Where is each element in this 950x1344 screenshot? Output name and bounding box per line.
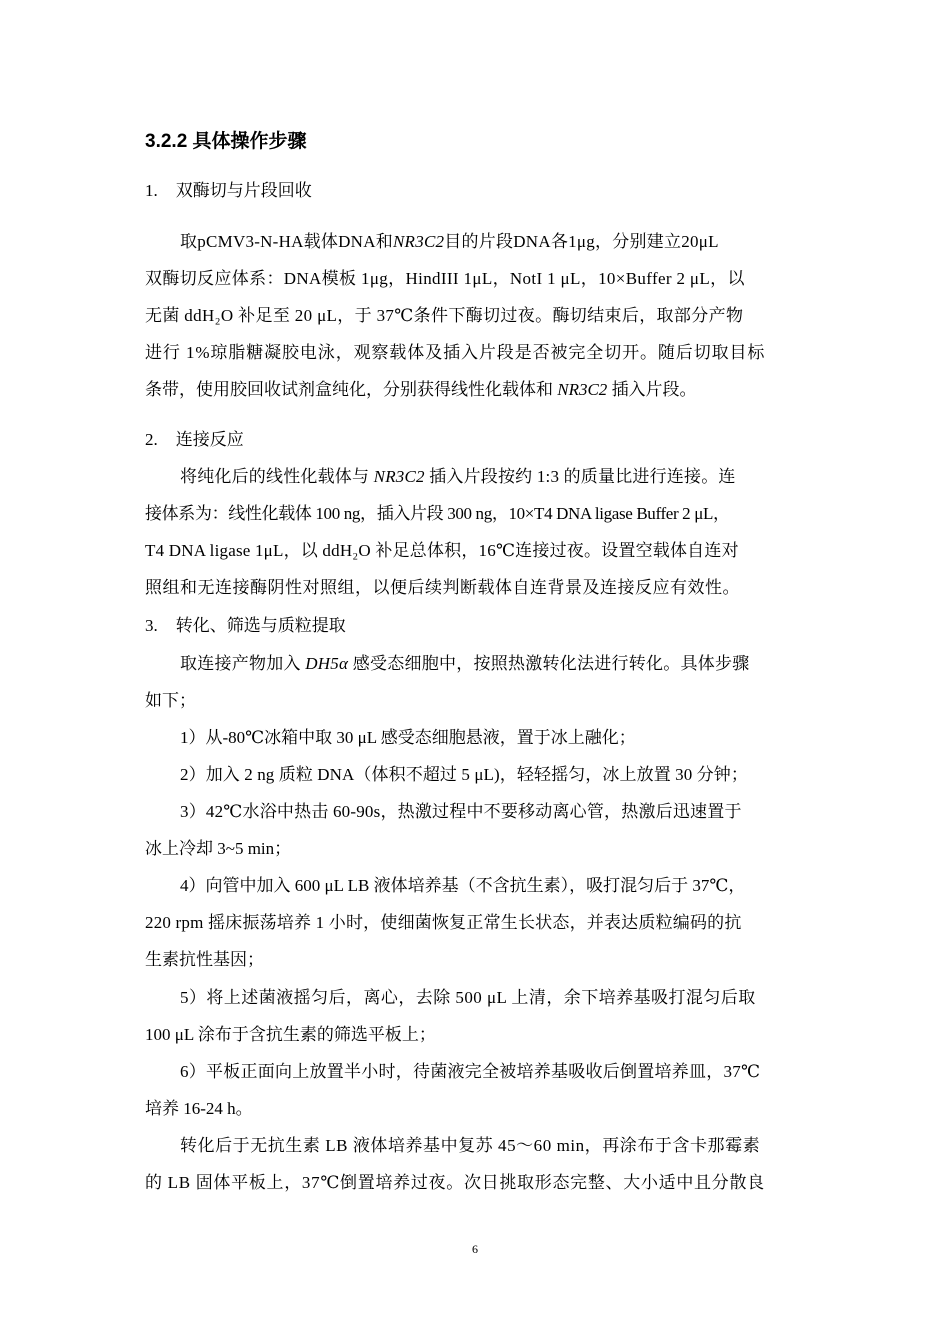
text-line: 照组和无连接酶阴性对照组，以便后续判断载体自连背景及连接反应有效性。: [145, 578, 740, 597]
step-number: 2.: [145, 430, 158, 449]
gene-name: NR3C2: [557, 380, 608, 399]
text-line: 100 μL 涂布于含抗生素的筛选平板上；: [145, 1025, 436, 1044]
step-title: 双酶切与片段回收: [175, 181, 312, 200]
step-number: 1.: [145, 181, 158, 200]
text-line: 转化后于无抗生素 LB 液体培养基中复苏 45～60 min，再涂布于含卡那霉素: [180, 1136, 761, 1155]
step-number: 3.: [145, 616, 158, 635]
step-title: 连接反应: [175, 430, 244, 449]
text-line: 生素抗性基因；: [145, 950, 264, 969]
text-line: 4）向管中加入 600 μL LB 液体培养基（不含抗生素），吸打混匀后于 37℃，: [180, 876, 746, 895]
text-line: T4 DNA ligase 1μL，以 ddH₂O 补足总体积，16℃连接过夜。设置空载体自连对: [145, 541, 739, 560]
text-line: 冰上冷却 3~5 min；: [145, 839, 292, 858]
strain-name: DH5α: [305, 654, 349, 673]
text-line: 双酶切反应体系：DNA模板 1μg，HindIII 1μL，NotI 1 μL，10×Buffer 2 μL，以: [145, 269, 745, 288]
section-heading: 3.2.2 具体操作步骤: [145, 131, 307, 152]
text-line: 2）加入 2 ng 质粒 DNA（体积不超过 5 μL)，轻轻摇匀，冰上放置 30 分钟；: [180, 765, 748, 784]
text-line: 条带，使用胶回收试剂盒纯化，分别获得线性化载体和 NR3C2 插入片段。: [145, 380, 697, 399]
text-line: 220 rpm 摇床振荡培养 1 小时，使细菌恢复正常生长状态，并表达质粒编码的抗: [145, 913, 742, 932]
step-heading: [145, 430, 244, 450]
text-line: 取pCMV3-N-HA载体DNA和NR3C2目的片段DNA各1μg，分别建立20μL: [180, 232, 719, 251]
text-line: 将纯化后的线性化载体与 NR3C2 插入片段按约 1:3 的质量比进行连接。连: [180, 467, 736, 486]
text-line: 的 LB 固体平板上，37℃倒置培养过夜。次日挑取形态完整、大小适中且分散良: [145, 1173, 765, 1192]
step-title: 转化、筛选与质粒提取: [175, 616, 346, 635]
text-line: 3）42℃水浴中热击 60-90s，热激过程中不要移动离心管，热激后迅速置于: [180, 802, 742, 821]
text-line: 6）平板正面向上放置半小时，待菌液完全被培养基吸收后倒置培养皿，37℃: [180, 1062, 761, 1081]
text-line: 进行 1%琼脂糖凝胶电泳，观察载体及插入片段是否被完全切开。随后切取目标: [145, 343, 766, 362]
step-heading: [145, 181, 312, 201]
gene-name: NR3C2: [373, 467, 425, 486]
page-number: 6: [472, 1242, 478, 1256]
text-line: 无菌 ddH₂O 补足至 20 μL，于 37℃条件下酶切过夜。酶切结束后，取部分产物: [145, 306, 744, 325]
text-line: 取连接产物加入 DH5α 感受态细胞中，按照热激转化法进行转化。具体步骤: [180, 654, 750, 673]
text-line: 如下；: [145, 691, 196, 710]
step-heading: [145, 616, 346, 636]
text-line: 5）将上述菌液摇匀后，离心，去除 500 μL 上清，余下培养基吸打混匀后取: [180, 988, 756, 1007]
text-line: 1）从-80℃冰箱中取 30 μL 感受态细胞悬液，置于冰上融化；: [180, 728, 636, 747]
text-line: 接体系为：线性化载体 100 ng，插入片段 300 ng，10×T4 DNA ligase Buffer 2 μL，: [145, 504, 730, 523]
gene-name: NR3C2: [392, 232, 445, 251]
text-line: 培养 16-24 h。: [145, 1099, 253, 1118]
